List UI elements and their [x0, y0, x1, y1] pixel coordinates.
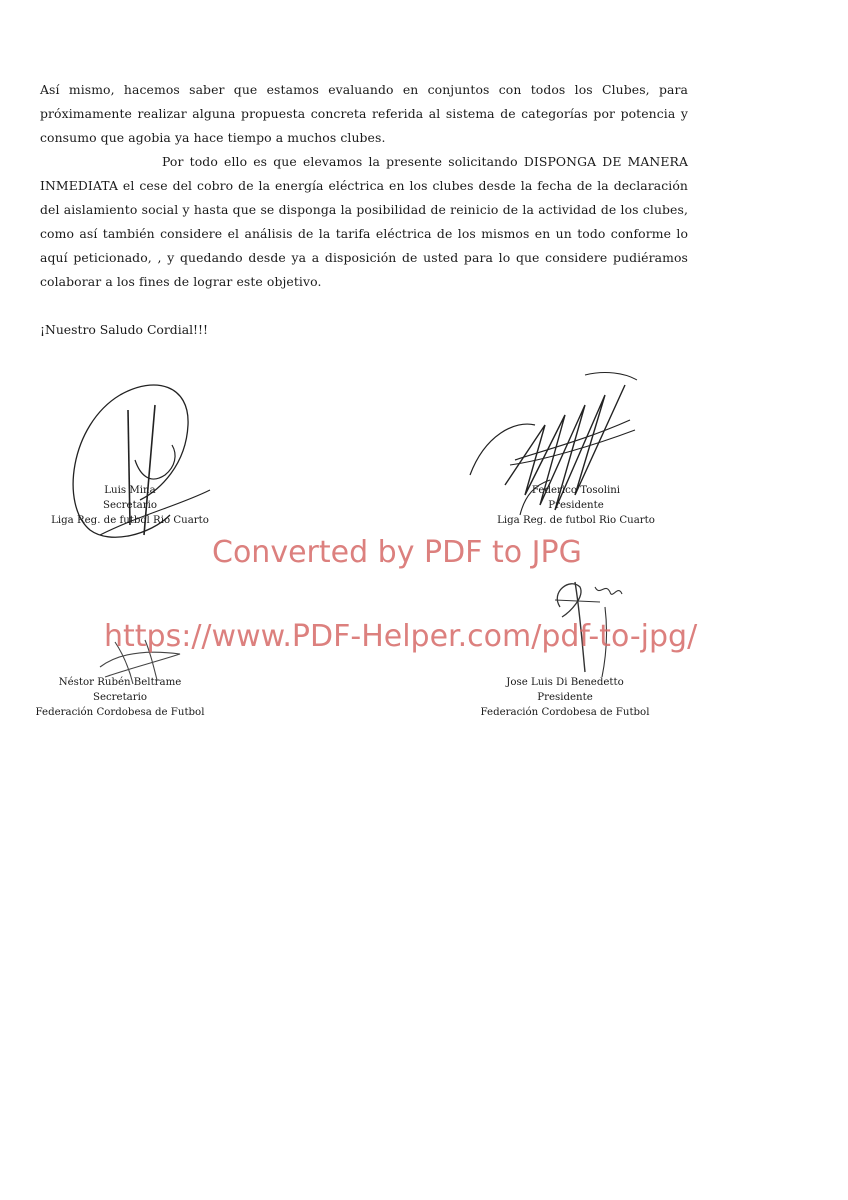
- signatory-block: [40, 483, 220, 528]
- signatory-role: Presidente: [548, 500, 604, 511]
- signatory-org: Liga Reg. de futbol Rio Cuarto: [51, 515, 209, 526]
- signatory-org: Federación Cordobesa de Futbol: [480, 707, 650, 718]
- signatory-org: Federación Cordobesa de Futbol: [35, 707, 205, 718]
- signatory-block: [470, 675, 660, 720]
- signatory-org: Liga Reg. de futbol Rio Cuarto: [497, 515, 655, 526]
- signatory-name: Luis Mina: [104, 485, 156, 496]
- paragraph-1: Así mismo, hacemos saber que estamos evaluando en conjuntos con todos los Clubes, para próximamente realizar alguna propuesta concreta referida al sistema de categorías por potencia y consumo que agobia ya hace tiempo a muchos clubes.: [40, 82, 688, 145]
- signatory-name: Jose Luis Di Benedetto: [506, 677, 624, 688]
- watermark-line-1: Converted by PDF to JPG: [212, 535, 582, 570]
- signatory-role: Secretario: [102, 500, 158, 511]
- signatory-block: [486, 483, 666, 528]
- paragraph-2: Por todo ello es que elevamos la presente solicitando DISPONGA DE MANERA INMEDIATA el cese del cobro de la energía eléctrica en los clubes desde la fecha de la declaración del aislamiento social y hasta que se disponga la posibilidad de reinicio de la actividad de los clubes, como así también considere el análisis de la tarifa eléctrica de los mismos en un todo conforme lo aquí peticionado, , y quedando desde ya a disposición de usted para lo que considere pudiéramos colaborar a los fines de lograr este objetivo.: [40, 154, 688, 289]
- signatory-role: Secretario: [92, 692, 148, 703]
- signatory-role: Presidente: [537, 692, 593, 703]
- signatory-block: [30, 675, 210, 720]
- signatory-name: Néstor Rubén Beltrame: [58, 677, 182, 688]
- signatory-name: Federico Tosolini: [531, 485, 621, 496]
- closing-salutation: ¡Nuestro Saludo Cordial!!!: [40, 322, 208, 337]
- watermark-line-2: https://www.PDF-Helper.com/pdf-to-jpg/: [104, 619, 698, 654]
- letter-body: [40, 78, 688, 294]
